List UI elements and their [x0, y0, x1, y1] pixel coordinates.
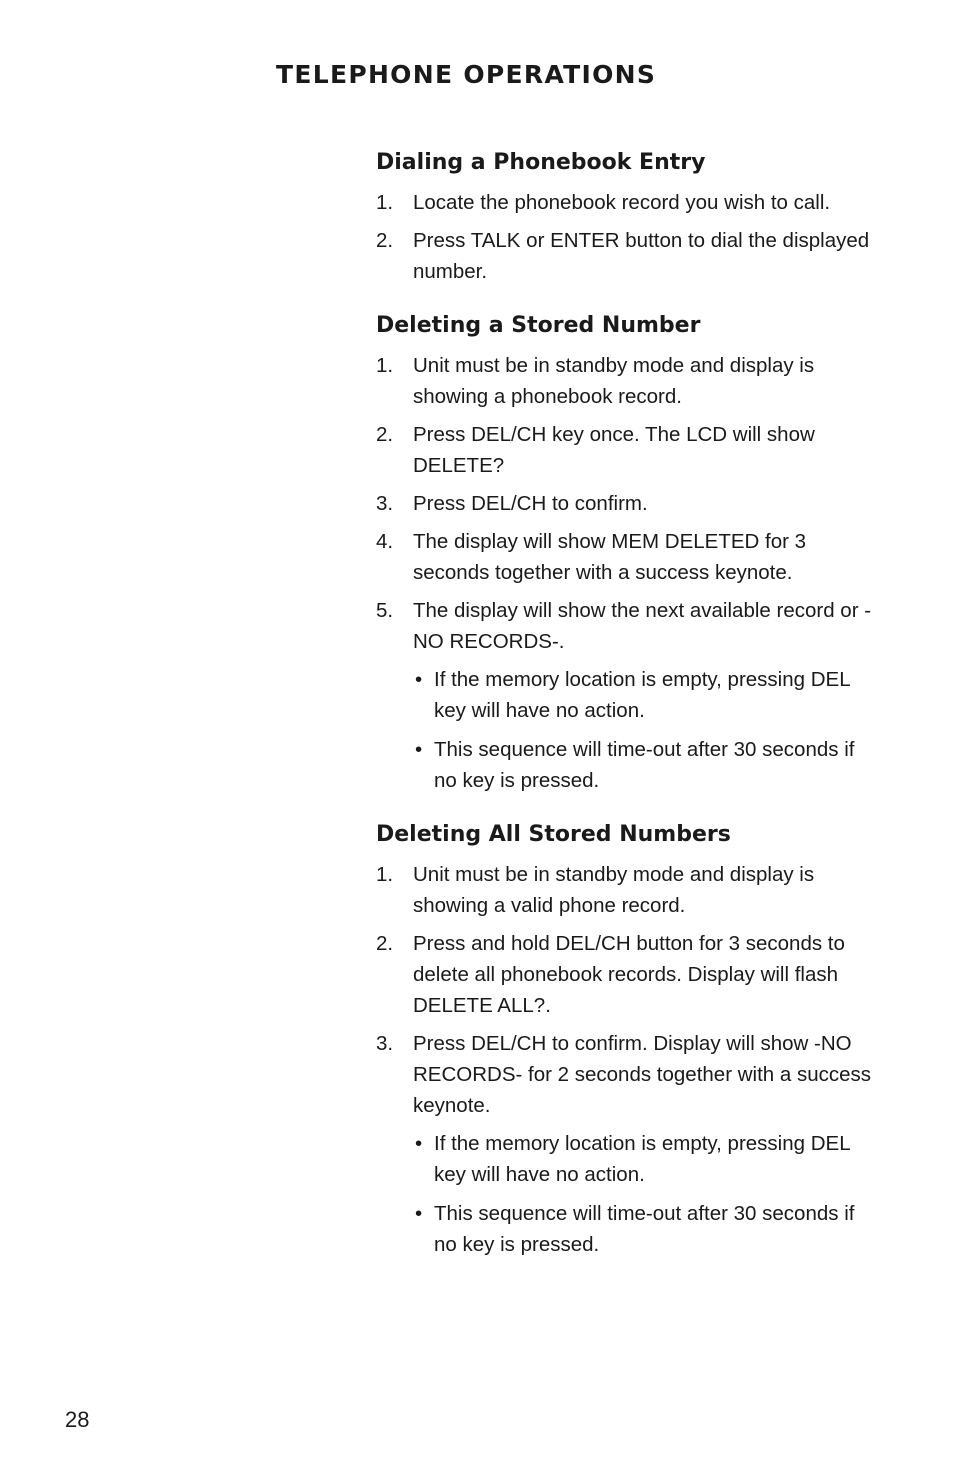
step-number: 1.	[376, 863, 394, 886]
step-item	[376, 526, 876, 588]
bullet-mark: •	[415, 668, 423, 691]
step-text: Unit must be in standby mode and display is showing a phonebook record.	[413, 354, 815, 408]
step-item	[376, 1028, 876, 1260]
step-number: 3.	[376, 1032, 394, 1055]
step-list	[376, 187, 876, 287]
section-heading: Dialing a Phonebook Entry	[376, 150, 706, 175]
bullet-item	[413, 1128, 876, 1190]
section-deleting-all-stored-numbers	[376, 818, 876, 1260]
step-text: Unit must be in standby mode and display is showing a valid phone record.	[413, 863, 815, 917]
step-text: The display will show the next available record or -NO RECORDS-.	[413, 599, 872, 653]
step-number: 2.	[376, 423, 394, 446]
section-heading: Deleting a Stored Number	[376, 313, 701, 338]
bullet-text: If the memory location is empty, pressing DEL key will have no action.	[434, 1132, 850, 1186]
bullet-item	[413, 664, 876, 726]
step-text: The display will show MEM DELETED for 3 seconds together with a success keynote.	[413, 530, 807, 584]
step-list	[376, 350, 876, 796]
step-item	[376, 488, 876, 519]
step-number: 4.	[376, 530, 394, 553]
step-number: 2.	[376, 229, 394, 252]
step-list	[376, 859, 876, 1260]
bullet-list	[413, 1128, 876, 1260]
step-item	[376, 187, 876, 218]
step-text: Press DEL/CH to confirm.	[413, 492, 648, 515]
step-text: Locate the phonebook record you wish to call.	[413, 191, 831, 214]
step-text: Press DEL/CH to confirm. Display will show -NO RECORDS- for 2 seconds together with a success keynote.	[413, 1032, 872, 1117]
bullet-item	[413, 734, 876, 796]
bullet-list	[413, 664, 876, 796]
step-text: Press and hold DEL/CH button for 3 seconds to delete all phonebook records. Display will flash DELETE ALL?.	[413, 932, 845, 1017]
section-dialing-phonebook-entry	[376, 146, 876, 287]
step-number: 1.	[376, 191, 394, 214]
bullet-text: This sequence will time-out after 30 seconds if no key is pressed.	[434, 738, 855, 792]
bullet-mark: •	[415, 1202, 423, 1225]
step-item	[376, 350, 876, 412]
step-number: 1.	[376, 354, 394, 377]
page-content	[376, 146, 876, 1268]
section-heading: Deleting All Stored Numbers	[376, 822, 731, 847]
section-deleting-stored-number	[376, 309, 876, 796]
step-item	[376, 928, 876, 1021]
page-number: 28	[65, 1407, 90, 1432]
step-number: 2.	[376, 932, 394, 955]
bullet-mark: •	[415, 1132, 423, 1155]
step-text: Press TALK or ENTER button to dial the displayed number.	[413, 229, 870, 283]
step-item	[376, 419, 876, 481]
bullet-mark: •	[415, 738, 423, 761]
bullet-item	[413, 1198, 876, 1260]
step-item	[376, 859, 876, 921]
step-item	[376, 595, 876, 796]
bullet-text: This sequence will time-out after 30 seconds if no key is pressed.	[434, 1202, 855, 1256]
step-text: Press DEL/CH key once. The LCD will show DELETE?	[413, 423, 815, 477]
step-number: 5.	[376, 599, 394, 622]
page-title: TELEPHONE OPERATIONS	[276, 60, 657, 89]
bullet-text: If the memory location is empty, pressing DEL key will have no action.	[434, 668, 850, 722]
step-item	[376, 225, 876, 287]
step-number: 3.	[376, 492, 394, 515]
